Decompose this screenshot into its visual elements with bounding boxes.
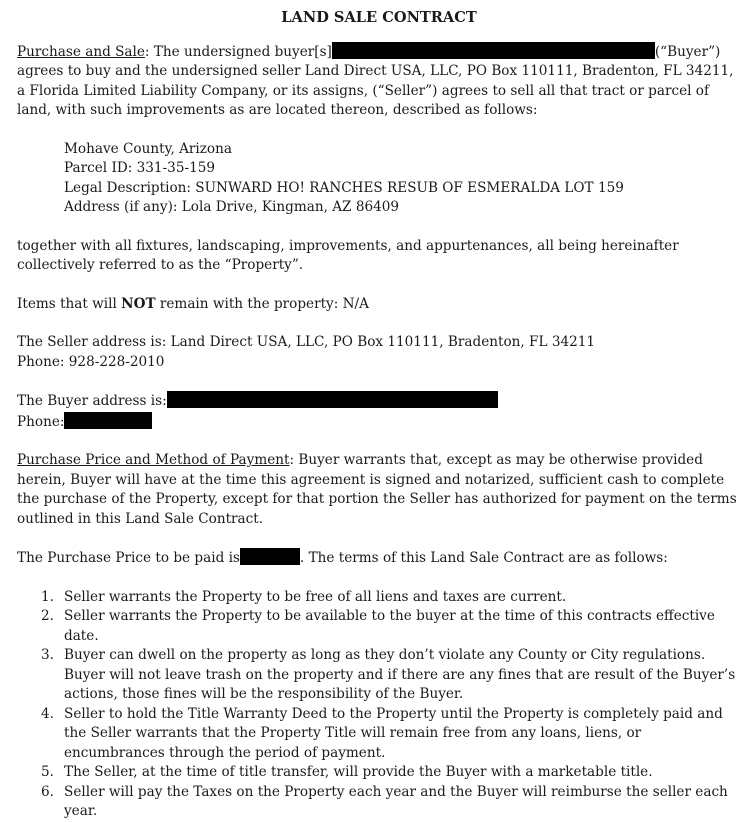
buyer-address-label: The Buyer address is: [17,393,167,409]
items-not-remaining-after: remain with the property: N/A [155,295,369,312]
list-item [17,763,737,783]
property-address: Address (if any): Lola Drive, Kingman, AZ 86409 [64,199,400,215]
property-description [17,140,737,218]
purchase-and-sale-heading: Purchase and Sale [17,43,145,60]
payment-paragraph [17,451,737,529]
term-number: 2. [41,608,54,624]
buyer-info [17,391,737,432]
term-number: 1. [41,588,54,605]
list-item [17,588,737,608]
seller-info [17,333,737,372]
term-text: Buyer can dwell on the property as long as they don’t violate any County or City regulations. Buyer will not leave trash on the property and if there are any fines that are result of the Buyer’s actions, those fines will be the responsibility of the Buyer. [64,647,736,702]
redacted-buyer-name [332,42,655,59]
contract-page [17,8,737,822]
seller-phone: Phone: 928-228-2010 [17,353,165,370]
list-item [17,646,737,705]
items-not-remaining-before: Items that will [17,295,122,312]
purchase-and-sale-intro: : The undersigned buyer[s] [144,43,332,60]
payment-body: : Buyer warrants that, except as may be otherwise provided herein, Buyer will have at the time this agreement is signed and notarized, sufficient cash to complete the purchase of the Property, except for that portion the Seller has authorized for payment on the terms outlined in this Land Sale Contract. [17,452,737,527]
redacted-buyer-phone [64,412,152,429]
seller-address: The Seller address is: Land Direct USA, LLC, PO Box 110111, Bradenton, FL 34211 [17,334,596,350]
items-not-remaining [17,295,737,315]
contract-terms-list [17,588,737,822]
items-not-remaining-bold: NOT [121,295,156,312]
property-legal-description: Legal Description: SUNWARD HO! RANCHES RESUB OF ESMERALDA LOT 159 [64,179,624,196]
purchase-price-after: . The terms of this Land Sale Contract are as follows: [299,550,668,566]
purchase-price-line [17,548,737,569]
term-number: 4. [41,705,54,722]
buyer-phone-line [17,412,737,433]
redacted-buyer-address [167,391,498,408]
redacted-purchase-price [240,548,300,565]
purchase-and-sale-body: (“Buyer”) agrees to buy and the undersigned seller Land Direct USA, LLC, PO Box 110111, Bradenton, FL 34211, a Florida Limited Liability Company, or its assigns, (“Seller”) agrees to sell all that tract or parcel of land, with such improvements as are located thereon, described as follows: [17,43,734,118]
purchase-and-sale-paragraph [17,42,737,121]
term-text: Seller warrants the Property to be available to the buyer at the time of this contracts effective date. [64,608,715,644]
term-text: Seller warrants the Property to be free of all liens and taxes are current. [64,588,567,605]
document-title: LAND SALE CONTRACT [281,9,477,26]
term-number: 3. [41,647,54,663]
list-item [17,705,737,764]
term-text: Seller will pay the Taxes on the Property each year and the Buyer will reimburse the seller each year. [64,783,728,819]
fixtures-paragraph: together with all fixtures, landscaping, improvements, and appurtenances, all being hereinafter collectively referred to as the “Property”. [17,237,679,273]
buyer-phone-label: Phone: [17,413,65,430]
list-item [17,607,737,646]
term-text: Seller to hold the Title Warranty Deed to the Property until the Property is completely paid and the Seller warrants that the Property Title will remain free from any loans, liens, or encumbrances through the period of payment. [64,705,723,761]
term-text: The Seller, at the time of title transfer, will provide the Buyer with a marketable title. [64,764,653,780]
property-parcel-id: Parcel ID: 331-35-159 [64,160,216,176]
purchase-price-before: The Purchase Price to be paid is [17,550,240,566]
list-item [17,783,737,822]
payment-heading: Purchase Price and Method of Payment [17,452,290,468]
term-number: 5. [41,764,54,780]
buyer-address-line [17,391,737,412]
term-number: 6. [41,783,54,800]
property-county: Mohave County, Arizona [64,140,232,157]
